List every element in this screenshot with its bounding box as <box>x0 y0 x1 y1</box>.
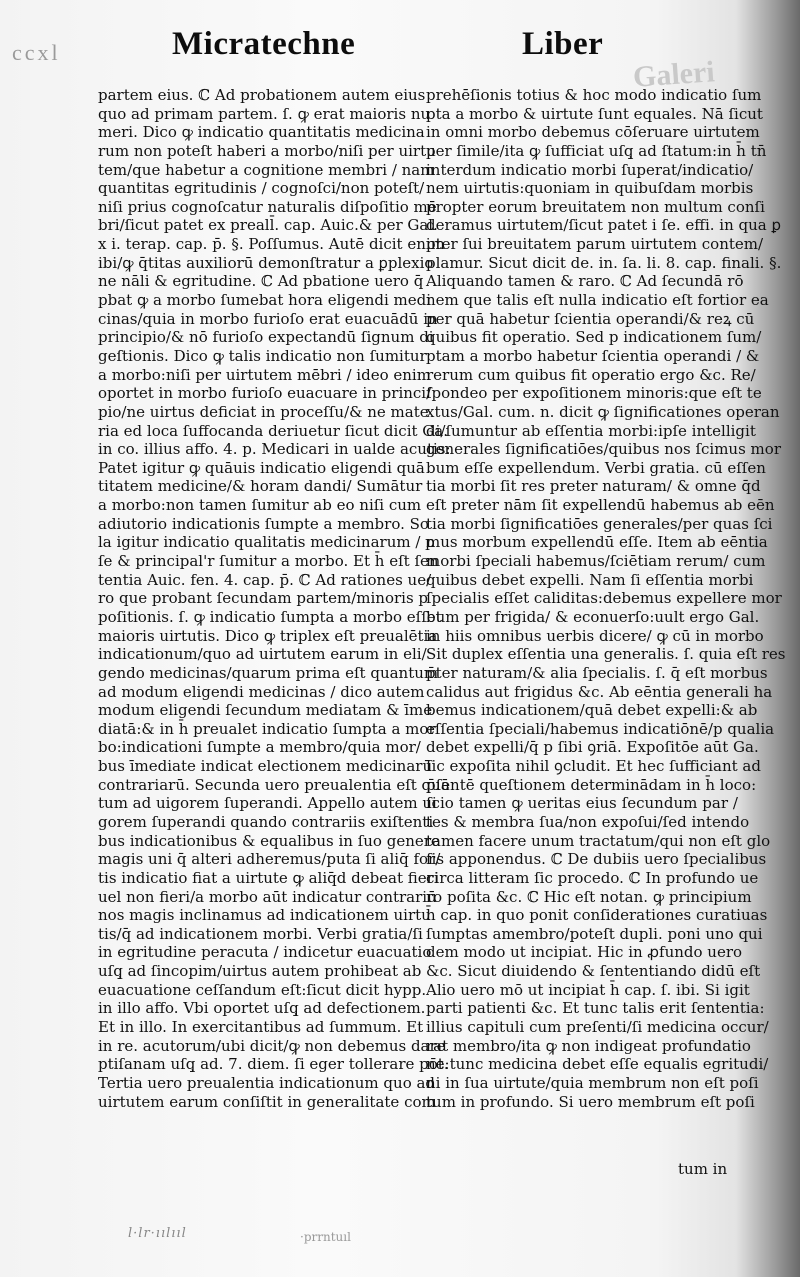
text-line: tentia Auic. fen. 4. cap. p̄. ℂ Ad rationes ue/ <box>98 570 432 589</box>
text-line: tia morbi ſignificatiōes generales/per quas ſci <box>426 514 773 533</box>
text-line: nem que talis eſt nulla indicatio eſt fortior ea <box>426 291 769 310</box>
text-line: diatā:& in h̄ preualet indicatio ſumpta a mor <box>98 719 436 738</box>
text-line: adiutorio indicationis ſumpte a membro. So <box>98 514 429 533</box>
text-line: tamen facere unum tractatum/qui non eſt glo <box>426 831 771 850</box>
text-column-right <box>426 86 786 1111</box>
text-line: tis indicatio fiat a uirtute ꝙ aliq̄d debeat fieri <box>98 868 439 887</box>
text-column-left <box>98 86 451 1111</box>
text-line: a morbo:non tamen ſumitur ab eo niſi cum <box>98 496 422 515</box>
text-line: ria ed loca ſuffocanda deriuetur ſicut dicit Ga. <box>98 421 448 440</box>
text-line: gorem ſuperandi quando contrariis exiſtenti <box>98 812 434 831</box>
text-line: ſumptas amembro/poteſt dupli. poni uno qui <box>426 924 763 943</box>
text-line: oportet in morbo furioſo euacuare in princi/ <box>98 384 432 403</box>
text-line: bum per frigida/ & econuerſo:uult ergo Gal. <box>426 607 760 626</box>
text-line: ad modum eligendi medicinas / dico autem <box>98 682 425 701</box>
text-line: ro poſita &c. ℂ Hic eſt notan. ꝙ principium <box>426 887 752 906</box>
text-line: indicationum/quo ad uirtutem earum in eli/ <box>98 645 427 664</box>
text-line: ſis apponendus. ℂ De dubiis uero ſpecialibus <box>426 850 767 869</box>
text-line: partem eius. ℂ Ad probationem autem eius <box>98 86 426 104</box>
text-line: ſpondeo per expoſitionem minoris:que eſt te <box>426 384 762 403</box>
text-line: geſtionis. Dico ꝙ talis indicatio non ſumitur <box>98 346 427 365</box>
text-line: xtus/Gal. cum. n. dicit ꝙ ſignificationes operan <box>426 402 780 421</box>
text-line: a morbo:niſi per uirtutem mēbri / ideo enim <box>98 365 431 384</box>
margin-folio-mark: ccxl <box>12 40 61 65</box>
text-line: rerum cum quibus fit operatio ergo &c. Re/ <box>426 365 756 384</box>
text-line: nos magis inclinamus ad indicationem uirtu <box>98 906 431 925</box>
text-line: generales ſignificatiōes/quibus nos ſcimus mor <box>426 440 781 459</box>
text-line: maioris uirtutis. Dico ꝙ triplex eſt preualētia <box>98 626 438 645</box>
text-line: ſic expoſita nihil ꝯcludit. Et hec ſufficiant ad <box>426 757 761 776</box>
text-line: nem uirtutis:quoniam in quibuſdam morbis <box>426 179 754 198</box>
text-line: uel non fieri/a morbo aūt indicatur contrariū <box>98 887 437 906</box>
text-line: meri. Dico ꝙ indicatio quantitatis medicina <box>98 123 425 142</box>
text-line: h̄ cap. in quo ponit conſiderationes curatiuas <box>426 906 768 925</box>
text-line: niſi prius cognoſcatur naturalis diſpoſitio mē <box>98 197 437 216</box>
bottom-margin-mark-2: ·prrntuıl <box>300 1230 351 1244</box>
text-line: parti patienti &c. Et tunc talis erit ſententia: <box>426 999 765 1018</box>
text-line: in co. illius affo. 4. p. Medicari in ualde acutis: <box>98 440 451 459</box>
text-line: magis uni q̄ alteri adheremus/puta ſi aliq̄ for/ <box>98 850 441 869</box>
text-line: debet expelli/q̄ p ſibi ꝯriā. Expoſitōe aūt Ga. <box>426 738 759 757</box>
text-line: Sit duplex eſſentia una generalis. ſ. quia eſt res <box>426 645 786 664</box>
text-line: titatem medicine/& horam dandi/ Sumātur <box>98 477 423 496</box>
text-line: pta a morbo & uirtute ſunt equales. Nā ſicut <box>426 104 763 123</box>
text-line: Alio uero mō ut incipiat h̄ cap. ſ. ibi. Si igit <box>426 980 750 999</box>
text-line: ne:tunc medicina debet eſſe equalis egritudi/ <box>426 1055 769 1074</box>
text-line: illius capituli cum preſenti/ſi medicina occur/ <box>426 1018 769 1037</box>
catchword: tum in <box>678 1160 728 1178</box>
text-line: dem modo ut incipiat. Hic in ꝓfundo uero <box>426 943 743 962</box>
text-line: in hiis omnibus uerbis dicere/ ꝙ cū in morbo <box>426 626 764 645</box>
text-line: ro que probant ſecundam partem/minoris p <box>98 589 429 608</box>
text-line: eſt preter nām ſit expellendū habemus ab eēn <box>426 496 775 515</box>
text-line: principio/& nō furioſo expectandū ſignum di <box>98 328 434 347</box>
text-line: deramus uirtutem/ſicut patet i ſe. effi. in qua ꝑ <box>426 216 782 235</box>
text-line: p̄ſentē queſtionem determinādam in h̄ loco: <box>426 775 757 794</box>
text-line: ptiſanam uſq̧ ad. 7. diem. ſi eger tollerare pōt. <box>98 1055 449 1074</box>
text-line: bemus indicationem/quā debet expelli:& ab <box>426 701 758 720</box>
text-line: morbi ſpeciali habemus/ſciētiam rerum/ cum <box>426 552 766 571</box>
text-line: interdum indicatio morbi ſuperat/indicatio/ <box>426 160 754 179</box>
text-line: calidus aut frigidus &c. Ab eēntia generali ha <box>426 682 773 701</box>
text-line: quantitas egritudinis / cognoſci/non poteſt/ <box>98 179 425 198</box>
text-line: bus indicationibus & equalibus in ſuo genere <box>98 831 440 850</box>
text-line: in re. acutorum/ubi dicit/ꝙ non debemus dare <box>98 1036 446 1055</box>
text-line: pbat ꝙ a morbo ſumebat hora eligendi medi <box>98 291 432 310</box>
text-line: rat membro/ita ꝙ non indigeat profundatio <box>426 1036 751 1055</box>
text-line: tia morbi ſit res preter naturam/ & omne q̄d <box>426 477 761 496</box>
text-line: in illo affo. Vbi oportet uſq̧ ad defectionem. <box>98 999 426 1018</box>
text-line: bus īmediate indicat electionem medicinarū <box>98 757 433 776</box>
text-line: bum eſſe expellendum. Verbi gratia. cū eſſen <box>426 458 766 477</box>
text-line: &c. Sicut diuidendo & ſententiando didū eſt <box>426 962 761 981</box>
text-line: ſcio tamen ꝙ ueritas eius ſecundum par / <box>426 794 738 813</box>
text-line: di/ſumuntur ab eſſentia morbi:ipſe intelligit <box>426 421 756 440</box>
running-head-left: Micratechne <box>172 26 356 62</box>
text-line: pter ſui breuitatem parum uirtutem contem/ <box>426 235 764 254</box>
text-line: ſpecialis eſſet caliditas:debemus expellere mor <box>426 589 782 608</box>
text-line: euacuatione ceſſandum eſt:ſicut dicit hypp. <box>98 980 427 999</box>
text-line: ni in ſua uirtute/quia membrum non eſt poſi <box>426 1073 759 1092</box>
text-line: x i. terap. cap. p̄. §. Poſſumus. Autē dicit enim <box>98 235 445 254</box>
text-line: Et in illo. In exercitantibus ad ſummum. Et <box>98 1018 424 1037</box>
text-line: propter eorum breuitatem non multum conſi <box>426 197 765 216</box>
bleed-through-stamp: Galeri <box>631 55 716 94</box>
bottom-margin-mark: l·lr·ıılııl <box>128 1226 187 1241</box>
text-line: quo ad primam partem. ſ. ꝙ erat maioris nu <box>98 104 431 123</box>
text-line: uſq̧ ad ſincopim/uirtus autem prohibeat ab <box>98 962 422 981</box>
text-line: in egritudine peracuta / indicetur euacuatio <box>98 943 432 962</box>
text-line: tes & membra ſua/non expoſui/ſed intendo <box>426 812 750 831</box>
text-line: pio/ne uirtus deficiat in proceſſu/& ne mate <box>98 402 429 421</box>
running-head-right: Liber <box>522 26 604 62</box>
text-line: ibi/ꝙ q̄titas auxiliorū demonſtratur a ꝑplexio <box>98 253 434 272</box>
text-line: contrariarū. Secunda uero preualentia eſt quā <box>98 775 450 794</box>
text-line: prehēſionis totius & hoc modo indicatio ſum <box>426 86 762 104</box>
text-line: ne nāli & egritudine. ℂ Ad pbatione uero q̄ <box>98 272 424 291</box>
text-line: ſe & principal'r ſumitur a morbo. Et h̄ eſt ſen <box>98 552 439 571</box>
text-line: uirtutem earum conſiſtit in generalitate com <box>98 1092 436 1111</box>
text-line: tis/q̄ ad indicationem morbi. Verbi gratia/ſi <box>98 924 423 943</box>
text-line: per ſimile/ita ꝙ ſufficiat uſq̧ ad ſtatum:in h̄ tn̄ <box>426 141 767 160</box>
text-line: rum non poteſt haberi a morbo/niſi per uirtu <box>98 141 436 160</box>
text-line: Aliquando tamen & raro. ℂ Ad ſecundā rō <box>426 272 744 291</box>
text-line: p̄ter naturam/& alia ſpecialis. ſ. q̄ eſt morbus <box>426 663 768 682</box>
text-line: quibus debet expelli. Nam ſi eſſentia morbi <box>426 570 754 589</box>
text-line: quibus fit operatio. Sed p indicationem ſum/ <box>426 328 762 347</box>
text-line: cinas/quia in morbo furioſo erat euacuādū in <box>98 309 438 328</box>
text-line: gendo medicinas/quarum prima eſt quantum <box>98 663 439 682</box>
text-line: bo:indicationi ſumpte a membro/quia mor/ <box>98 738 421 757</box>
text-line: poſitionis. ſ. ꝙ indicatio ſumpta a morbo eſſet <box>98 607 442 626</box>
text-line: ptam a morbo habetur ſcientia operandi / & <box>426 346 760 365</box>
text-line: modum eligendi ſecundum mediatam & īme <box>98 701 433 720</box>
text-line: in omni morbo debemus cōſeruare uirtutem <box>426 123 760 142</box>
text-line: tum in profundo. Si uero membrum eſt poſi <box>426 1092 755 1111</box>
text-line: tum ad uigorem ſuperandi. Appello autem ui <box>98 794 437 813</box>
text-line: circa litteram ſic procedo. ℂ In profundo ue <box>426 868 759 887</box>
text-line: bri/ſicut patet ex preall̄. cap. Auic.& per Gal. <box>98 216 438 235</box>
text-line: la igitur indicatio qualitatis medicinarum / p <box>98 533 435 552</box>
text-line: per quā habetur ſcientia operandi/& reꝝ cū <box>426 309 755 328</box>
text-line: Tertia uero preualentia indicationum quo ad <box>98 1073 436 1092</box>
text-line: plamur. Sicut dicit de. in. ſa. li. 8. cap. finali. §. <box>426 253 782 272</box>
text-line: tem/que habetur a cognitione membri / nam <box>98 160 435 179</box>
text-line: eſſentia ſpeciali/habemus indicatiōnē/p qualia <box>426 719 775 738</box>
text-line: mus morbum expellendū eſſe. Item ab eēntia <box>426 533 768 552</box>
text-line: Patet igitur ꝙ quāuis indicatio eligendi quā <box>98 458 425 477</box>
